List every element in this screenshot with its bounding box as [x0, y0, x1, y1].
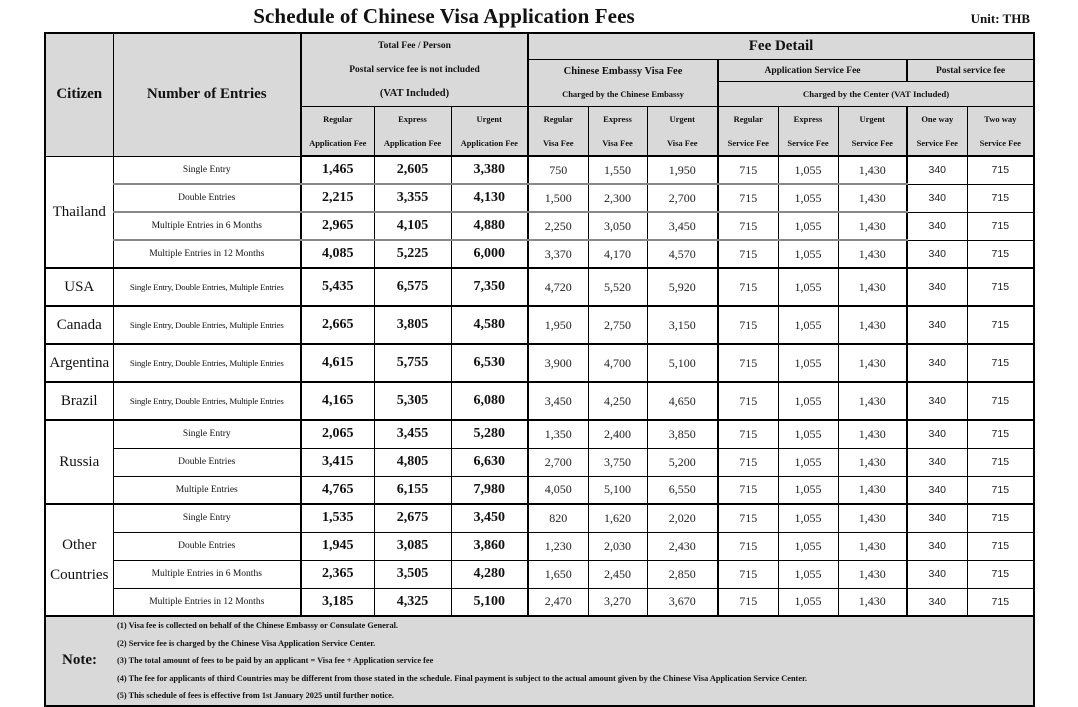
- header-sub-column-line1: One way: [921, 114, 954, 124]
- visa-urgent-value: 6,550: [647, 476, 718, 504]
- header-sub-column: [778, 107, 838, 157]
- postal-two-way-value: 715: [967, 560, 1034, 588]
- postal-one-way-value: 340: [907, 588, 967, 616]
- header-sub-column-line1: Express: [793, 114, 823, 124]
- header-embassy-visa-fee: Chinese Embassy Visa Fee: [528, 60, 718, 82]
- header-total-fee: [301, 33, 528, 107]
- entry-type: Double Entries: [113, 184, 301, 212]
- citizen-cell: [45, 156, 113, 268]
- service-regular-value: 715: [718, 420, 778, 448]
- currency-unit: Unit: THB: [970, 11, 1030, 26]
- total-regular-value: 3,415: [301, 448, 374, 476]
- header-sub-column-line1: Regular: [323, 114, 353, 124]
- citizen-cell: [45, 344, 113, 382]
- visa-express-value: 4,700: [588, 344, 647, 382]
- visa-regular-value: 750: [528, 156, 588, 184]
- entry-type: Multiple Entries in 6 Months: [113, 560, 301, 588]
- entry-type: Single Entry, Double Entries, Multiple Entries: [113, 344, 301, 382]
- postal-one-way-value: 340: [907, 532, 967, 560]
- total-regular-value: 2,965: [301, 212, 374, 240]
- citizen-cell: [45, 268, 113, 306]
- total-regular-value: 2,215: [301, 184, 374, 212]
- total-regular-value: 1,945: [301, 532, 374, 560]
- header-fee-detail: Fee Detail: [528, 33, 1034, 60]
- service-urgent-value: 1,430: [838, 420, 907, 448]
- table-row: [45, 588, 1034, 616]
- entry-type: Single Entry: [113, 156, 301, 184]
- postal-one-way-value: 340: [907, 504, 967, 532]
- citizen-name: USA: [64, 279, 95, 295]
- citizen-name: Other: [62, 537, 97, 553]
- visa-regular-value: 1,350: [528, 420, 588, 448]
- total-express-value: 2,675: [374, 504, 451, 532]
- service-urgent-value: 1,430: [838, 156, 907, 184]
- visa-express-value: 2,400: [588, 420, 647, 448]
- header-sub-column: [301, 107, 374, 157]
- header-sub-column: [967, 107, 1034, 157]
- table-row: [45, 306, 1034, 344]
- header-sub-column: [374, 107, 451, 157]
- postal-one-way-value: 340: [907, 476, 967, 504]
- note-item: (5) This schedule of fees is effective from 1st January 2025 until further notice.: [117, 691, 394, 701]
- visa-regular-value: 4,050: [528, 476, 588, 504]
- citizen-name: Russia: [59, 454, 100, 470]
- visa-regular-value: 4,720: [528, 268, 588, 306]
- header-sub-column-line1: Express: [398, 114, 427, 124]
- service-express-value: 1,055: [778, 588, 838, 616]
- total-express-value: 3,805: [374, 306, 451, 344]
- service-express-value: 1,055: [778, 560, 838, 588]
- total-express-value: 5,755: [374, 344, 451, 382]
- total-express-value: 6,155: [374, 476, 451, 504]
- header-total-fee-vat: (VAT Included): [379, 88, 450, 99]
- entry-type: Double Entries: [113, 448, 301, 476]
- service-express-value: 1,055: [778, 268, 838, 306]
- visa-regular-value: 3,900: [528, 344, 588, 382]
- total-urgent-value: 7,980: [451, 476, 528, 504]
- visa-urgent-value: 2,430: [647, 532, 718, 560]
- service-regular-value: 715: [718, 560, 778, 588]
- total-express-value: 3,355: [374, 184, 451, 212]
- visa-regular-value: 1,950: [528, 306, 588, 344]
- entry-type: Single Entry, Double Entries, Multiple Entries: [113, 382, 301, 420]
- visa-regular-value: 1,500: [528, 184, 588, 212]
- header-sub-column-line1: Express: [603, 114, 632, 124]
- service-regular-value: 715: [718, 476, 778, 504]
- visa-express-value: 1,620: [588, 504, 647, 532]
- postal-one-way-value: 340: [907, 212, 967, 240]
- header-sub-column: [907, 107, 967, 157]
- visa-urgent-value: 3,850: [647, 420, 718, 448]
- entry-type: Single Entry, Double Entries, Multiple Entries: [113, 306, 301, 344]
- notes-label: Note:: [45, 616, 113, 706]
- service-express-value: 1,055: [778, 532, 838, 560]
- header-citizen: Citizen: [45, 33, 113, 156]
- service-express-value: 1,055: [778, 476, 838, 504]
- header-total-fee-postal-note: Postal service fee is not included: [349, 65, 480, 75]
- total-express-value: 3,455: [374, 420, 451, 448]
- total-regular-value: 5,435: [301, 268, 374, 306]
- postal-one-way-value: 340: [907, 306, 967, 344]
- visa-urgent-value: 4,570: [647, 240, 718, 268]
- service-urgent-value: 1,430: [838, 504, 907, 532]
- postal-two-way-value: 715: [967, 306, 1034, 344]
- service-urgent-value: 1,430: [838, 476, 907, 504]
- service-express-value: 1,055: [778, 306, 838, 344]
- visa-urgent-value: 5,200: [647, 448, 718, 476]
- table-row: [45, 240, 1034, 268]
- header-sub-column-line2: Visa Fee: [602, 138, 633, 148]
- header-number-of-entries: Number of Entries: [113, 33, 301, 156]
- entry-type: Single Entry: [113, 420, 301, 448]
- note-item: (1) Visa fee is collected on behalf of the Chinese Embassy or Consulate General.: [117, 621, 399, 630]
- service-express-value: 1,055: [778, 504, 838, 532]
- visa-urgent-value: 3,670: [647, 588, 718, 616]
- notes-list: [113, 616, 1034, 706]
- visa-express-value: 2,750: [588, 306, 647, 344]
- citizen-cell: [45, 306, 113, 344]
- header-sub-column-line2: Service Fee: [979, 138, 1021, 148]
- table-row: [45, 156, 1034, 184]
- table-row: [45, 212, 1034, 240]
- total-urgent-value: 3,450: [451, 504, 528, 532]
- visa-regular-value: 3,370: [528, 240, 588, 268]
- visa-regular-value: 2,470: [528, 588, 588, 616]
- total-urgent-value: 6,630: [451, 448, 528, 476]
- header-sub-column: [647, 107, 718, 157]
- table-row: [45, 532, 1034, 560]
- header-sub-column-line1: Urgent: [669, 114, 695, 124]
- citizen-name: Argentina: [49, 355, 110, 371]
- service-express-value: 1,055: [778, 382, 838, 420]
- entry-type: Multiple Entries in 12 Months: [113, 588, 301, 616]
- total-express-value: 2,605: [374, 156, 451, 184]
- visa-regular-value: 1,230: [528, 532, 588, 560]
- entry-type: Multiple Entries in 12 Months: [113, 240, 301, 268]
- service-urgent-value: 1,430: [838, 240, 907, 268]
- postal-two-way-value: 715: [967, 212, 1034, 240]
- note-item: (3) The total amount of fees to be paid by an applicant = Visa fee + Application service fee: [117, 656, 434, 666]
- postal-two-way-value: 715: [967, 240, 1034, 268]
- table-row: [45, 420, 1034, 448]
- header-sub-column: [588, 107, 647, 157]
- postal-one-way-value: 340: [907, 560, 967, 588]
- total-regular-value: 4,085: [301, 240, 374, 268]
- postal-two-way-value: 715: [967, 588, 1034, 616]
- postal-two-way-value: 715: [967, 532, 1034, 560]
- service-urgent-value: 1,430: [838, 268, 907, 306]
- total-express-value: 4,325: [374, 588, 451, 616]
- service-urgent-value: 1,430: [838, 448, 907, 476]
- postal-two-way-value: 715: [967, 268, 1034, 306]
- postal-one-way-value: 340: [907, 382, 967, 420]
- visa-regular-value: 3,450: [528, 382, 588, 420]
- citizen-cell: [45, 504, 113, 616]
- total-express-value: 4,105: [374, 212, 451, 240]
- visa-regular-value: 1,650: [528, 560, 588, 588]
- total-urgent-value: 4,880: [451, 212, 528, 240]
- header-sub-column-line2: Visa Fee: [542, 138, 574, 148]
- citizen-name: Thailand: [52, 203, 106, 220]
- total-regular-value: 2,365: [301, 560, 374, 588]
- header-charged-by-center: Charged by the Center (VAT Included): [718, 82, 1034, 107]
- service-regular-value: 715: [718, 306, 778, 344]
- visa-express-value: 4,250: [588, 382, 647, 420]
- entry-type: Multiple Entries: [113, 476, 301, 504]
- entry-type: Single Entry, Double Entries, Multiple Entries: [113, 268, 301, 306]
- service-urgent-value: 1,430: [838, 212, 907, 240]
- entry-type: Multiple Entries in 6 Months: [113, 212, 301, 240]
- postal-one-way-value: 340: [907, 156, 967, 184]
- total-urgent-value: 6,000: [451, 240, 528, 268]
- service-urgent-value: 1,430: [838, 184, 907, 212]
- citizen-name: Brazil: [60, 393, 98, 409]
- service-express-value: 1,055: [778, 184, 838, 212]
- visa-express-value: 2,030: [588, 532, 647, 560]
- header-sub-column: [451, 107, 528, 157]
- table-row: [45, 476, 1034, 504]
- visa-express-value: 3,050: [588, 212, 647, 240]
- service-urgent-value: 1,430: [838, 344, 907, 382]
- postal-two-way-value: 715: [967, 504, 1034, 532]
- total-regular-value: 4,765: [301, 476, 374, 504]
- total-urgent-value: 3,860: [451, 532, 528, 560]
- header-sub-column-line1: Regular: [543, 114, 573, 124]
- postal-one-way-value: 340: [907, 268, 967, 306]
- total-urgent-value: 4,280: [451, 560, 528, 588]
- total-urgent-value: 6,530: [451, 344, 528, 382]
- table-row: [45, 504, 1034, 532]
- header-sub-column-line2: Application Fee: [460, 138, 518, 148]
- total-urgent-value: 4,130: [451, 184, 528, 212]
- postal-one-way-value: 340: [907, 344, 967, 382]
- service-regular-value: 715: [718, 504, 778, 532]
- visa-express-value: 5,520: [588, 268, 647, 306]
- service-urgent-value: 1,430: [838, 560, 907, 588]
- postal-two-way-value: 715: [967, 344, 1034, 382]
- postal-two-way-value: 715: [967, 476, 1034, 504]
- table-row: [45, 268, 1034, 306]
- service-express-value: 1,055: [778, 344, 838, 382]
- service-urgent-value: 1,430: [838, 382, 907, 420]
- total-urgent-value: 5,280: [451, 420, 528, 448]
- header-sub-column-line1: Two way: [984, 114, 1017, 124]
- header-sub-column-line2: Visa Fee: [666, 138, 698, 148]
- visa-express-value: 1,550: [588, 156, 647, 184]
- visa-urgent-value: 2,850: [647, 560, 718, 588]
- visa-regular-value: 2,250: [528, 212, 588, 240]
- citizen-name-line2: Countries: [50, 567, 109, 583]
- total-regular-value: 4,165: [301, 382, 374, 420]
- visa-express-value: 4,170: [588, 240, 647, 268]
- citizen-cell: [45, 382, 113, 420]
- visa-regular-value: 2,700: [528, 448, 588, 476]
- visa-urgent-value: 5,920: [647, 268, 718, 306]
- visa-urgent-value: 1,950: [647, 156, 718, 184]
- service-regular-value: 715: [718, 184, 778, 212]
- header-sub-column-line2: Service Fee: [727, 138, 769, 148]
- visa-urgent-value: 4,650: [647, 382, 718, 420]
- total-express-value: 5,225: [374, 240, 451, 268]
- notes-section: [45, 616, 1034, 706]
- table-row: [45, 448, 1034, 476]
- header-application-service-fee: Application Service Fee: [718, 60, 907, 82]
- total-regular-value: 3,185: [301, 588, 374, 616]
- postal-two-way-value: 715: [967, 184, 1034, 212]
- header-sub-column-line2: Service Fee: [787, 138, 829, 148]
- total-regular-value: 1,535: [301, 504, 374, 532]
- visa-regular-value: 820: [528, 504, 588, 532]
- total-express-value: 4,805: [374, 448, 451, 476]
- header-sub-column-line2: Application Fee: [309, 138, 367, 148]
- visa-urgent-value: 3,450: [647, 212, 718, 240]
- service-express-value: 1,055: [778, 212, 838, 240]
- service-regular-value: 715: [718, 588, 778, 616]
- total-express-value: 6,575: [374, 268, 451, 306]
- service-regular-value: 715: [718, 382, 778, 420]
- total-urgent-value: 3,380: [451, 156, 528, 184]
- page-title: Schedule of Chinese Visa Application Fees: [253, 4, 635, 28]
- header-sub-column: [528, 107, 588, 157]
- service-regular-value: 715: [718, 240, 778, 268]
- entry-type: Double Entries: [113, 532, 301, 560]
- citizen-name: Canada: [56, 317, 102, 333]
- total-express-value: 3,085: [374, 532, 451, 560]
- table-row: [45, 344, 1034, 382]
- total-regular-value: 4,615: [301, 344, 374, 382]
- service-express-value: 1,055: [778, 240, 838, 268]
- header-sub-column-line1: Regular: [733, 114, 763, 124]
- table-row: [45, 560, 1034, 588]
- header-sub-column-line1: Urgent: [859, 114, 885, 124]
- header-total-fee-title: Total Fee / Person: [378, 41, 451, 51]
- visa-express-value: 3,750: [588, 448, 647, 476]
- header-sub-column-line2: Service Fee: [851, 138, 893, 148]
- postal-two-way-value: 715: [967, 382, 1034, 420]
- postal-one-way-value: 340: [907, 448, 967, 476]
- visa-urgent-value: 2,020: [647, 504, 718, 532]
- header-sub-column: [718, 107, 778, 157]
- table-row: [45, 382, 1034, 420]
- postal-two-way-value: 715: [967, 156, 1034, 184]
- table-row: [45, 184, 1034, 212]
- total-urgent-value: 5,100: [451, 588, 528, 616]
- citizen-cell: [45, 420, 113, 504]
- service-regular-value: 715: [718, 212, 778, 240]
- visa-urgent-value: 3,150: [647, 306, 718, 344]
- service-regular-value: 715: [718, 344, 778, 382]
- total-urgent-value: 6,080: [451, 382, 528, 420]
- visa-urgent-value: 5,100: [647, 344, 718, 382]
- visa-express-value: 2,300: [588, 184, 647, 212]
- service-express-value: 1,055: [778, 448, 838, 476]
- postal-two-way-value: 715: [967, 420, 1034, 448]
- header-sub-column-line1: Urgent: [476, 114, 502, 124]
- total-express-value: 3,505: [374, 560, 451, 588]
- service-express-value: 1,055: [778, 420, 838, 448]
- postal-two-way-value: 715: [967, 448, 1034, 476]
- header-sub-column-line2: Application Fee: [383, 138, 442, 148]
- service-regular-value: 715: [718, 448, 778, 476]
- header-sub-column: [838, 107, 907, 157]
- visa-urgent-value: 2,700: [647, 184, 718, 212]
- note-item: (2) Service fee is charged by the Chinese Visa Application Service Center.: [117, 638, 376, 648]
- note-item: (4) The fee for applicants of third Countries may be different from those stated in the schedule. Final payment is subject to the actual amount given by the Chinese Visa Application Service Center.: [117, 673, 808, 683]
- service-urgent-value: 1,430: [838, 588, 907, 616]
- total-urgent-value: 4,580: [451, 306, 528, 344]
- service-urgent-value: 1,430: [838, 532, 907, 560]
- service-express-value: 1,055: [778, 156, 838, 184]
- service-urgent-value: 1,430: [838, 306, 907, 344]
- header-sub-column-line2: Service Fee: [916, 138, 958, 148]
- total-regular-value: 2,665: [301, 306, 374, 344]
- service-regular-value: 715: [718, 156, 778, 184]
- visa-express-value: 2,450: [588, 560, 647, 588]
- visa-express-value: 3,270: [588, 588, 647, 616]
- total-express-value: 5,305: [374, 382, 451, 420]
- total-regular-value: 2,065: [301, 420, 374, 448]
- total-urgent-value: 7,350: [451, 268, 528, 306]
- postal-one-way-value: 340: [907, 420, 967, 448]
- header-charged-by-embassy: Charged by the Chinese Embassy: [528, 82, 718, 107]
- postal-one-way-value: 340: [907, 240, 967, 268]
- postal-one-way-value: 340: [907, 184, 967, 212]
- entry-type: Single Entry: [113, 504, 301, 532]
- total-regular-value: 1,465: [301, 156, 374, 184]
- visa-express-value: 5,100: [588, 476, 647, 504]
- header-postal-service-fee: Postal service fee: [907, 60, 1034, 82]
- service-regular-value: 715: [718, 268, 778, 306]
- fee-schedule-table: [44, 32, 1035, 707]
- service-regular-value: 715: [718, 532, 778, 560]
